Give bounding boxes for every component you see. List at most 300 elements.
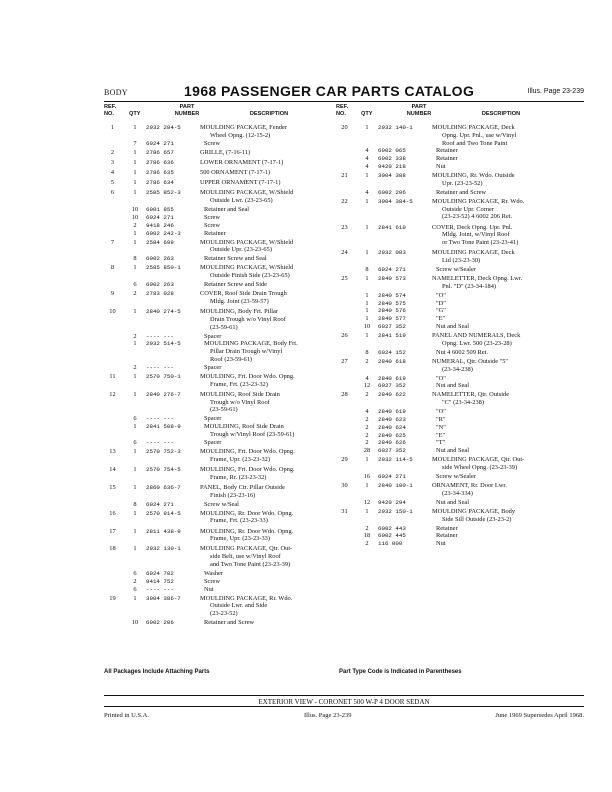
description <box>200 391 338 414</box>
description <box>200 619 338 627</box>
right-rows <box>336 124 571 548</box>
description <box>432 323 570 331</box>
description <box>432 155 570 163</box>
ref-number: 7 <box>110 238 115 246</box>
description <box>432 439 570 447</box>
description-line: Outside Lwr. (23-23-65) <box>210 197 273 205</box>
part-number: 2840 619 <box>378 408 406 416</box>
part-row <box>104 124 339 140</box>
ref-header: REF. NO. <box>104 104 117 117</box>
description-line: MOULDING, Roof Side Drain <box>200 390 280 398</box>
description-line: Outside Upr. (23-23-65) <box>210 246 272 254</box>
description <box>432 432 570 440</box>
quantity: 1 <box>133 372 137 380</box>
description-line: Outside Finish Side (23-23-65) <box>210 272 290 280</box>
part-row <box>104 230 339 238</box>
description-line: Retainer and Screw <box>436 188 487 196</box>
part-row <box>336 315 571 323</box>
part-number: 6002 443 <box>378 524 406 532</box>
description <box>200 484 338 500</box>
description-line: "O" <box>436 291 446 299</box>
part-number: 2840 573 <box>378 275 406 283</box>
part-number: 2840 274-5 <box>146 308 181 316</box>
part-number: 2840 618 <box>378 357 406 365</box>
part-row <box>104 423 339 439</box>
ref-number: 30 <box>341 481 348 489</box>
part-row <box>336 323 571 331</box>
description <box>432 292 570 300</box>
quantity: 1 <box>365 299 369 307</box>
ref-number: 22 <box>341 197 348 205</box>
quantity: 1 <box>133 545 137 553</box>
description-line: Nut and Seal <box>436 498 470 506</box>
description <box>432 408 570 416</box>
quantity: 1 <box>133 264 137 272</box>
part-row <box>336 274 571 292</box>
part-row <box>104 593 339 619</box>
description <box>200 189 338 205</box>
part-number: 9420 294 <box>378 498 406 506</box>
description-line: UPPER ORNAMENT (7-17-1) <box>200 179 281 187</box>
part-number: 6002 206 <box>146 619 174 627</box>
part-number: 6027 352 <box>378 447 406 455</box>
part-row <box>104 372 339 390</box>
description-line: "R" <box>436 416 446 424</box>
ref-number: 18 <box>109 545 116 553</box>
description-line: Nut <box>204 585 214 593</box>
part-row <box>336 189 571 197</box>
description-line: Nut 4 6002 509 Ret. <box>436 348 489 356</box>
part-number: 6024 152 <box>378 348 406 356</box>
description-line: Finish (23-23-16) <box>210 491 256 499</box>
part-number: 6024 271 <box>378 472 406 480</box>
description-line: Retainer Screw and Side <box>204 281 267 289</box>
description <box>432 424 570 432</box>
part-number: ---- --- <box>146 438 174 446</box>
description-line: (23-23-52) <box>210 610 238 618</box>
part-number: 2841 519 <box>378 332 406 340</box>
part-row <box>336 155 571 163</box>
description-line: "D" <box>436 299 446 307</box>
description <box>432 482 570 498</box>
description-line: Nut and Seal <box>436 323 470 331</box>
description-line: MOULDING, Rr. Wdo. Outside <box>432 171 515 179</box>
description-line: MOULDING PACKAGE, Body <box>432 507 516 515</box>
description-line: LOWER ORNAMENT (7-17-1) <box>200 158 284 166</box>
part-number: 3004 386-7 <box>146 594 181 602</box>
part-row <box>336 439 571 447</box>
ref-number: 11 <box>109 372 116 380</box>
description-line: Drain Trough w/o Vinyl Roof <box>210 315 286 323</box>
ref-number: 2 <box>110 148 115 156</box>
ref-number: 13 <box>109 447 116 455</box>
description-line: MOULDING, Roof Side Drain <box>204 423 284 431</box>
part-row <box>104 222 339 230</box>
part-number: 2932 114-5 <box>378 456 413 464</box>
description-line: MOULDING PACKAGE, Body Frt. <box>204 340 298 348</box>
ref-number: 31 <box>341 507 348 515</box>
quantity: 6 <box>133 438 137 446</box>
part-number: 6002 263 <box>146 281 174 289</box>
exterior-view-caption: EXTERIOR VIEW - CORONET 500 W-P 4 DOOR SEDAN <box>258 698 430 706</box>
description-line: MOULDING, Rr. Door Wdo. Opng. <box>200 509 294 517</box>
catalog-title: 1968 PASSENGER CAR PARTS CATALOG <box>184 83 475 99</box>
description-line: Screw <box>204 221 220 229</box>
quantity: 1 <box>365 315 369 323</box>
description-line: GRILLE, (7-16-11) <box>200 148 251 156</box>
part-number: 6024 271 <box>146 213 174 221</box>
description <box>200 222 338 230</box>
section-label: BODY <box>104 88 128 97</box>
quantity: 1 <box>133 483 137 491</box>
quantity: 1 <box>133 465 137 473</box>
part-row <box>336 248 571 266</box>
part-number: 2786 635 <box>146 168 174 176</box>
part-row <box>104 281 339 289</box>
part-row <box>104 508 339 526</box>
part-number: 6001 855 <box>146 206 174 214</box>
ref-number: 26 <box>341 332 348 340</box>
quantity: 28 <box>363 447 371 455</box>
part-number: 6024 271 <box>146 139 174 147</box>
description-line: Frame, Frt. (23-23-32) <box>210 380 268 388</box>
part-number: 6027 352 <box>378 323 406 331</box>
quantity: 1 <box>133 308 137 316</box>
part-number: ---- --- <box>146 363 174 371</box>
description <box>432 198 570 221</box>
description-line: Nut <box>436 162 446 170</box>
part-number: 9420 218 <box>378 162 406 170</box>
left-rows <box>104 124 339 627</box>
description-line: Screw w/Sealer <box>436 266 476 274</box>
description <box>200 570 338 578</box>
description <box>432 416 570 424</box>
part-row <box>336 222 571 248</box>
part-row <box>336 432 571 440</box>
quantity: 1 <box>133 189 137 197</box>
description <box>200 169 338 177</box>
part-row <box>104 255 339 263</box>
quantity: 2 <box>365 416 369 424</box>
part-number: 6002 065 <box>378 147 406 155</box>
part-number: 2585 852-3 <box>146 189 181 197</box>
ref-number: 28 <box>341 391 348 399</box>
ref-number: 10 <box>109 308 116 316</box>
description-line: Opng. Lwr. 500 (23-23-28) <box>442 339 512 347</box>
description <box>200 308 338 331</box>
description-line: Nut and Seal <box>436 447 470 455</box>
quantity: 16 <box>363 472 371 480</box>
ref-number: 12 <box>109 390 116 398</box>
description <box>200 149 338 157</box>
part-number: 3004 384-5 <box>378 197 413 205</box>
ref-number: 27 <box>341 357 348 365</box>
part-row <box>336 416 571 424</box>
part-row <box>336 525 571 533</box>
part-row <box>336 171 571 189</box>
description-line: side Wheel Opng. (23-23-39) <box>442 463 518 471</box>
part-number: 6027 352 <box>378 382 406 390</box>
description-line: Retainer and Screw <box>204 619 255 627</box>
illus-page-ref: Illus. Page 23-239 <box>527 88 584 95</box>
description-line: ORNAMENT, Rr. Door Lwr. <box>432 481 507 489</box>
quantity: 1 <box>365 456 369 464</box>
quantity: 1 <box>133 229 137 237</box>
part-row <box>336 147 571 155</box>
description-line: side Belt, use w/Vinyl Roof <box>210 553 281 561</box>
description-line: Nut and Seal <box>436 382 470 390</box>
description <box>200 281 338 289</box>
quantity: 1 <box>133 124 137 131</box>
description-line: Roof and Two Tone Paint <box>442 139 508 147</box>
part-number: 6024 702 <box>146 570 174 578</box>
part-row <box>104 619 339 627</box>
description-line: (23-59-61) <box>210 323 238 331</box>
part-row <box>104 168 339 178</box>
ref-number: 23 <box>341 223 348 231</box>
quantity: 6 <box>133 281 137 289</box>
description <box>432 315 570 323</box>
description <box>200 333 338 341</box>
description <box>432 124 570 147</box>
description <box>432 147 570 155</box>
description <box>432 375 570 383</box>
part-row <box>336 507 571 525</box>
description-line: Retainer Screw and Seal <box>204 255 267 263</box>
description-line: MOULDING PACKAGE, Fender <box>200 124 287 131</box>
description <box>200 373 338 389</box>
description-line: COVER, Roof Side Drain Trough <box>200 290 287 298</box>
part-row <box>104 237 339 255</box>
ref-header: REF. NO. <box>336 104 349 117</box>
quantity: 4 <box>365 408 369 416</box>
description <box>200 159 338 167</box>
description <box>200 140 338 148</box>
part-row <box>104 214 339 222</box>
description <box>432 172 570 188</box>
part-row <box>336 447 571 455</box>
part-row <box>104 483 339 501</box>
description <box>200 545 338 568</box>
description-line: "E" <box>436 431 446 439</box>
description-line: Retainer <box>436 532 458 540</box>
description <box>432 163 570 171</box>
description-line: Pnl. "D" (23-34-184) <box>442 282 497 290</box>
description-line: MOULDING PACKAGE, Qtr. Out- <box>200 545 293 553</box>
description-line: Frame, Upr. (23-23-33) <box>210 535 270 543</box>
description-line: MOULDING, Frt. Door Wdo. Opng. <box>200 372 295 380</box>
description <box>432 307 570 315</box>
quantity: 4 <box>365 374 369 382</box>
quantity: 4 <box>365 162 369 170</box>
description-line: COVER, Deck Opng. Upr. Pnl. <box>432 223 513 231</box>
part-number-header: PART NUMBER <box>174 104 200 117</box>
description <box>200 415 338 423</box>
description-line: Outside Upr. Corner <box>442 205 495 213</box>
description <box>432 456 570 472</box>
part-number: 3004 388 <box>378 171 406 179</box>
description-line: Washer <box>204 570 224 578</box>
description <box>432 473 570 481</box>
description-line: MOULDING PACKAGE, W/Shield <box>200 238 294 246</box>
quantity: 8 <box>133 500 137 508</box>
description-line: NAMELETTER, Deck Opng. Lwr. <box>432 275 523 283</box>
part-number: 2932 130-1 <box>146 545 181 553</box>
part-number-header: PART NUMBER <box>406 104 432 117</box>
description-line: "N" <box>436 423 446 431</box>
description <box>432 189 570 197</box>
part-number: 6024 271 <box>378 266 406 274</box>
column-headers <box>104 104 339 124</box>
footer-rule-top <box>104 695 584 696</box>
ref-number: 5 <box>110 179 115 187</box>
part-number: 2932 140-1 <box>378 124 413 131</box>
part-number: 6002 338 <box>378 155 406 163</box>
part-number: 2840 100-1 <box>378 481 413 489</box>
part-number: 116 000 <box>378 540 403 548</box>
part-number: 2932 083 <box>378 249 406 257</box>
quantity: 2 <box>133 290 137 298</box>
part-number: 2570 754-5 <box>146 465 181 473</box>
footer-rule-bottom <box>104 706 584 707</box>
part-number: 2786 634 <box>146 179 174 187</box>
part-row <box>336 499 571 507</box>
qty-header: QTY <box>129 110 141 117</box>
description <box>432 349 570 357</box>
description-header: DESCRIPTION <box>481 110 521 117</box>
part-row <box>104 340 339 363</box>
part-row <box>336 197 571 223</box>
description-line: "C" (23-34-238) <box>442 399 484 407</box>
part-row <box>336 375 571 383</box>
ref-number: 15 <box>109 483 116 491</box>
description <box>200 528 338 544</box>
part-row <box>104 544 339 570</box>
description <box>200 230 338 238</box>
part-number: 2811 438-9 <box>146 527 181 535</box>
part-row <box>336 390 571 408</box>
part-row <box>104 333 339 341</box>
part-row <box>336 331 571 349</box>
part-number: 2570 750-1 <box>146 372 181 380</box>
part-number: 2840 626 <box>378 439 406 447</box>
quantity: 10 <box>131 619 139 627</box>
description-line: (23-59-61) <box>210 406 238 414</box>
description-line: MOULDING, Frt. Door Wdo. Opng. <box>200 447 295 455</box>
quantity: 6 <box>133 415 137 423</box>
part-number: 2860 636-7 <box>146 483 181 491</box>
part-number: 6002 445 <box>378 532 406 540</box>
part-row <box>104 289 339 307</box>
page-header <box>104 83 584 102</box>
ref-number: 19 <box>109 594 116 602</box>
part-row <box>336 424 571 432</box>
quantity: 4 <box>365 155 369 163</box>
description-line: MOULDING PACKAGE, Qtr. Out- <box>432 456 525 464</box>
description-line: Retainer <box>204 229 226 237</box>
part-number: 2585 850-1 <box>146 264 181 272</box>
quantity: 2 <box>365 439 369 447</box>
part-number: 9414 752 <box>146 577 174 585</box>
description <box>432 391 570 407</box>
quantity: 4 <box>365 188 369 196</box>
part-number: 2840 622 <box>378 391 406 399</box>
quantity: 4 <box>365 147 369 155</box>
ref-number: 24 <box>341 249 348 257</box>
part-number: 6002 263 <box>146 255 174 263</box>
part-row <box>104 439 339 447</box>
description <box>200 255 338 263</box>
description <box>200 578 338 586</box>
part-number: 2786 636 <box>146 158 174 166</box>
part-row <box>336 540 571 548</box>
quantity: 8 <box>365 348 369 356</box>
part-number: 6002 242-3 <box>146 229 181 237</box>
quantity: 2 <box>365 391 369 399</box>
quantity: 2 <box>365 431 369 439</box>
quantity: 1 <box>133 527 137 535</box>
part-number: 2786 657 <box>146 148 174 156</box>
part-number: 9418 246 <box>146 221 174 229</box>
ref-number: 16 <box>109 509 116 517</box>
description-line: Frame, Rr. (23-23-32) <box>210 473 267 481</box>
description <box>200 510 338 526</box>
description-line: Trough w/o Vinyl Roof <box>210 398 270 406</box>
description-line: MOULDING PACKAGE, Rr. Wdo. <box>200 594 293 602</box>
quantity: 10 <box>131 213 139 221</box>
description-line: Trough w/Vinyl Roof (23-59-61) <box>210 430 295 438</box>
quantity: 7 <box>133 139 137 147</box>
description-line: Frame, Frt. (23-23-33) <box>210 517 268 525</box>
description-line: MOULDING PACKAGE, W/Shield <box>200 264 294 272</box>
part-number: 2840 576 <box>378 307 406 315</box>
description <box>200 448 338 464</box>
part-row <box>104 178 339 188</box>
part-number: ---- --- <box>146 585 174 593</box>
part-number: 2570 752-3 <box>146 447 181 455</box>
ref-number: 29 <box>341 456 348 464</box>
quantity: 1 <box>133 509 137 517</box>
description-line: "E" <box>436 315 446 323</box>
description <box>432 300 570 308</box>
quantity: 1 <box>365 249 369 257</box>
description-line: Pillar Drain Trough w/Vinyl <box>210 348 283 356</box>
description <box>200 206 338 214</box>
description <box>432 249 570 265</box>
quantity: 12 <box>363 382 371 390</box>
description-line: MOULDING, Body Frt. Pillar <box>200 308 278 316</box>
part-row <box>104 364 339 372</box>
quantity: 1 <box>133 594 137 602</box>
description <box>432 447 570 455</box>
description <box>200 290 338 306</box>
part-row <box>336 455 571 473</box>
ref-number: 21 <box>341 171 348 179</box>
part-row <box>336 307 571 315</box>
ref-number: 8 <box>110 264 115 272</box>
ref-number: 25 <box>341 275 348 283</box>
part-number: ---- --- <box>146 332 174 340</box>
description-line: MOULDING, Rr. Door Wdo. Opng. <box>200 527 294 535</box>
part-number: 2841 610 <box>378 223 406 231</box>
description-line: Screw w/Seal <box>204 500 239 508</box>
part-number: 2840 624 <box>378 423 406 431</box>
part-number: 6002 206 <box>378 188 406 196</box>
quantity: 2 <box>365 423 369 431</box>
quantity: 8 <box>133 255 137 263</box>
description-header: DESCRIPTION <box>249 110 289 117</box>
ref-number: 14 <box>109 465 116 473</box>
